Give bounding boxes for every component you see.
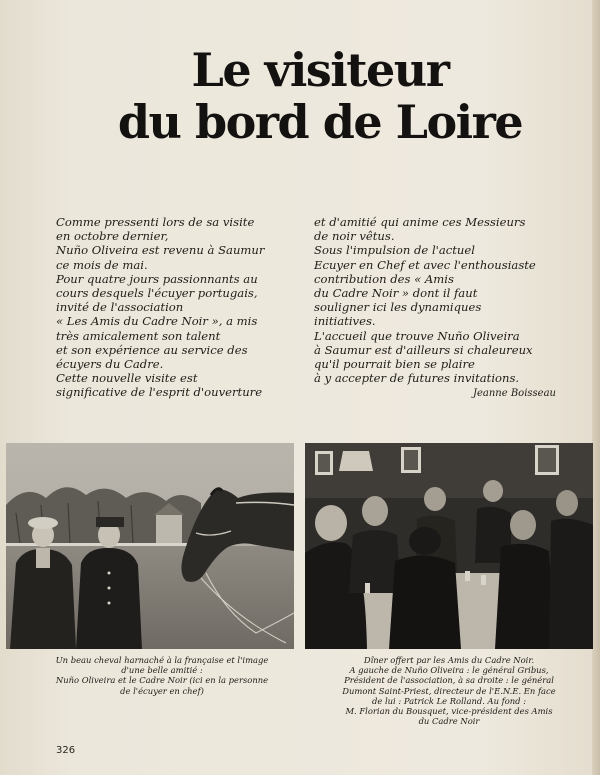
text-line: cours desquels l'écuyer portugais,	[56, 286, 258, 301]
text-line: à Saumur est d'ailleurs si chaleureux	[314, 342, 533, 357]
author-signature: Jeanne Boisseau	[472, 388, 556, 400]
caption-line: Dîner offert par les Amis du Cadre Noir.	[363, 655, 535, 665]
article-column-1	[56, 215, 302, 400]
text-line: Comme pressenti lors de sa visite	[56, 215, 255, 229]
text-line: ce mois de mai.	[56, 257, 148, 272]
caption-photo-1	[38, 655, 286, 696]
text-line: très amicalement son talent	[56, 328, 221, 343]
caption-line: de l'écuyer en chef)	[120, 685, 204, 696]
text-line: Pour quatre jours passionnants au	[56, 271, 258, 286]
text-line: « Les Amis du Cadre Noir », a mis	[56, 314, 258, 329]
title-line-2: du bord de Loire	[117, 95, 523, 149]
article-title	[60, 44, 580, 148]
caption-line: de lui : Patrick Le Rolland. Au fond :	[371, 695, 527, 706]
page-edge	[592, 0, 600, 775]
text-line: L'accueil que trouve Nuño Oliveira	[314, 328, 520, 343]
photo-horse-image	[6, 443, 294, 649]
photo-dinner	[305, 443, 593, 649]
text-line: invité de l'association	[56, 300, 184, 315]
text-line: contribution des « Amis	[314, 271, 454, 286]
caption-line: d'une belle amitié :	[121, 665, 203, 676]
article-column-2	[314, 215, 560, 402]
caption-line: A gauche de Nuño Oliveira : le général Gribus,	[349, 665, 549, 676]
caption-line: Président de l'association, à sa droite : le général	[344, 675, 554, 686]
text-line: à y accepter de futures invitations.	[314, 371, 520, 386]
text-line: Cette nouvelle visite est	[56, 371, 198, 386]
caption-line: Un beau cheval harnaché à la française et l'image	[55, 655, 269, 665]
text-line: et son expérience au service des	[56, 342, 248, 357]
text-line: de noir vêtus.	[314, 229, 395, 244]
page-number: 326	[56, 745, 76, 756]
caption-photo-2	[318, 655, 580, 726]
text-line: Sous l'impulsion de l'actuel	[314, 243, 475, 258]
photo-dinner-image	[305, 443, 593, 649]
caption-line: M. Florian du Bousquet, vice-président des Amis	[345, 706, 553, 717]
caption-line: Dumont Saint-Priest, directeur de l'E.N.E. En face	[342, 685, 556, 696]
text-line: souligner ici les dynamiques	[314, 300, 482, 315]
text-line: du Cadre Noir » dont il faut	[314, 286, 478, 301]
text-line: significative de l'esprit d'ouverture	[56, 385, 263, 400]
text-line: Ecuyer en Chef et avec l'enthousiaste	[314, 257, 536, 272]
text-line: écuyers du Cadre.	[56, 357, 164, 372]
title-line-1: Le visiteur	[191, 43, 449, 97]
photo-horse-and-riders	[6, 443, 294, 649]
text-line: Nuño Oliveira est revenu à Saumur	[56, 243, 265, 258]
text-line: qu'il pourrait bien se plaire	[314, 357, 475, 372]
caption-line: du Cadre Noir	[418, 716, 480, 727]
caption-line: Nuño Oliveira et le Cadre Noir (ici en la personne	[55, 675, 269, 686]
text-line: initiatives.	[314, 314, 376, 329]
text-line: en octobre dernier,	[56, 229, 169, 244]
text-line: et d'amitié qui anime ces Messieurs	[314, 215, 526, 229]
